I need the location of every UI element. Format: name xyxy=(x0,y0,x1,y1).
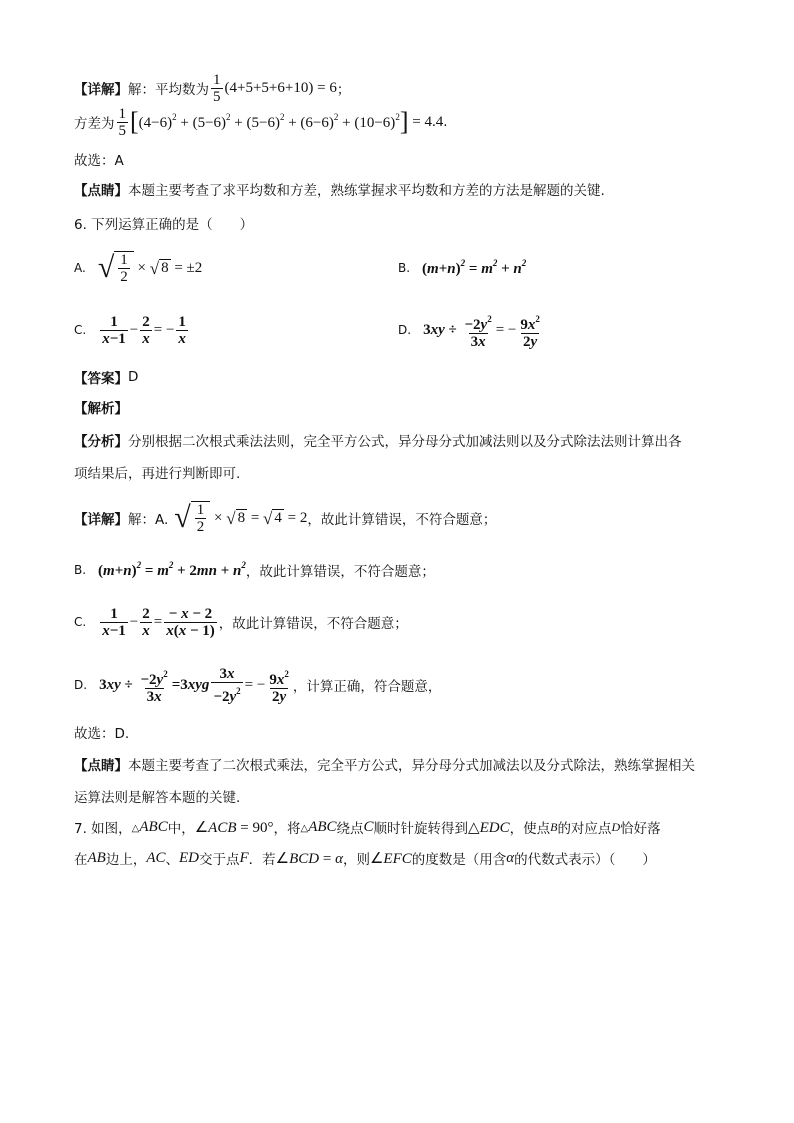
q7-l1e: 顺时针旋转得到 xyxy=(373,821,469,837)
detail-c-lead: C. xyxy=(74,615,87,629)
variance-result: 4.4 xyxy=(424,113,444,130)
detail-a-lead: 解：A. xyxy=(128,512,169,528)
answer-value: D xyxy=(128,369,139,385)
q6-option-a: A. √ $\frac{1}{2}$ × √ 8 = ±2 xyxy=(74,251,203,285)
variance-terms: $(4-6)^2 + (5-6)^2 + (5-6)^2 + (6-6)^2 + (10-6)^2$ xyxy=(138,112,400,131)
q7-line2: 在 AB 边上， AC 、 ED 交于点 F ．若 ∠BCD = α ，则 ∠EFC 的度数是（用含 α 的代数式表示）（ ） xyxy=(74,849,656,868)
variance-end: . xyxy=(443,114,448,130)
q7-l2d: 交于点 xyxy=(199,852,240,868)
q7-l2e: ．若 xyxy=(248,852,276,868)
variance-line: 方差为 $\frac{1}{5}$ [ $(4-6)^2 + (5-6)^2 + (5-6)^2 + (6-6)^2 + (10-6)^2$ ] = 4.4 . xyxy=(74,105,448,139)
q7-l2c: 、 xyxy=(165,852,179,868)
q6-option-c-label: C. xyxy=(74,323,87,337)
dianjing-tag: 【点睛】 xyxy=(74,758,128,774)
choice-d-line: 故选：D. xyxy=(74,726,130,742)
dianjing-text-1: 本题主要考查了二次根式乘法，完全平方公式，异分母分式加减法以及分式除法，熟练掌握相关 xyxy=(128,758,695,774)
q6-option-b-label: B. xyxy=(398,261,411,275)
q7-l2h: 的代数式表示）（ ） xyxy=(514,852,656,868)
q7-l2b: 边上， xyxy=(105,852,147,868)
q6-option-c: C. $\frac{1}{x-1}$ − $\frac{2}{x}$ = − $\frac{1}{x}$ xyxy=(74,313,186,347)
q7-l1h: 恰好落 xyxy=(620,821,661,837)
mean-result: 6 xyxy=(329,79,337,96)
mean-end: ； xyxy=(336,82,351,98)
q7-line1: 7. 如图， △ABC 中， ∠ACB = 90° ，将 △ABC 绕点 C 顺时针旋转得到 △EDC ，使点 B 的对应点 D 恰好落 xyxy=(74,818,661,837)
variance-lead: 方差为 xyxy=(74,116,115,132)
detail-d-lead: D. xyxy=(74,678,88,692)
detail-d: D. 3xy ÷ $\frac{-2y^2}{3x}$ =3xyg $\frac{3x}{-2y^2}$ = − $\frac{9x^2}{2y}$ ，计算正确，符合题意， xyxy=(74,665,442,705)
mean-lead: 解：平均数为 xyxy=(128,82,209,98)
note-tag: 【点睛】 xyxy=(74,183,128,199)
fenxi-text-1: 分别根据二次根式乘法法则，完全平方公式，异分母分式加减法则以及分式除法法则计算出各 xyxy=(128,434,682,450)
detail-b: B. $(m+n)^2 = m^2 + 2mn + n^2$ ，故此计算错误，不符合题意； xyxy=(74,560,435,580)
dianjing-line2: 运算法则是解答本题的关键. xyxy=(74,790,241,806)
detail-a: 【详解】 解：A. √ $\frac{1}{2}$ × √ 8 = √ 4 = 2 ，故此计算错误，不符合题意； xyxy=(74,501,497,535)
q6-option-d-label: D. xyxy=(398,323,412,337)
detail-tag: 【详解】 xyxy=(74,82,128,98)
detail-b-lead: B. xyxy=(74,563,87,577)
q7-l1b: 中， xyxy=(167,821,195,837)
q7-l1f: ，使点 xyxy=(509,821,551,837)
detail-tag-2: 【详解】 xyxy=(74,512,128,528)
fenxi-tag: 【分析】 xyxy=(74,434,128,450)
q6-option-b: B. $(m+n)^2 = m^2 + n^2$ xyxy=(398,258,527,277)
detail-c: C. $\frac{1}{x-1}$ − $\frac{2}{x}$ = $\frac{- x - 2}{x(x - 1)}$ ，故此计算错误，不符合题意； xyxy=(74,605,408,639)
q7-l2f: ，则 xyxy=(342,852,370,868)
q6-option-a-label: A. xyxy=(74,261,86,275)
fenxi-line2: 项结果后，再进行判断即可. xyxy=(74,466,241,482)
answer-tag: 【答案】 xyxy=(74,371,128,387)
q7-l2g: 的度数是（用含 xyxy=(411,852,507,868)
detail-d-tail: ，计算正确，符合题意， xyxy=(292,679,442,695)
mean-line: 【详解】 解：平均数为 $\frac{1}{5}$ ( 4+5+5+6+10 ) = 6 ； xyxy=(74,71,351,105)
choice-a-line: 故选：A xyxy=(74,153,124,169)
q7-l2a: 在 xyxy=(74,852,88,868)
analysis-tag: 【解析】 xyxy=(74,401,128,417)
mean-sum: 4+5+5+6+10 xyxy=(229,79,309,96)
detail-b-tail: ，故此计算错误，不符合题意； xyxy=(245,564,435,580)
q6-option-d: D. 3xy ÷ $\frac{-2y^2}{3x}$ = − $\frac{9x^2}{2y}$ xyxy=(398,313,540,350)
fraction-one-fifth: $\frac{1}{5}$ xyxy=(213,71,221,105)
q6-stem: 6. 下列运算正确的是（ ） xyxy=(74,217,254,233)
detail-c-tail: ，故此计算错误，不符合题意； xyxy=(218,616,408,632)
q7-l1g: 的对应点 xyxy=(557,821,612,837)
fraction-one-fifth-2: $\frac{1}{5}$ xyxy=(118,105,126,139)
note-text: 本题主要考查了求平均数和方差，熟练掌握求平均数和方差的方法是解题的关键. xyxy=(128,183,605,199)
q7-l1d: 绕点 xyxy=(336,821,364,837)
q7-l1c: ，将 xyxy=(273,821,301,837)
q7-l1a: 7. 如图， xyxy=(74,821,132,837)
detail-a-tail: ，故此计算错误，不符合题意； xyxy=(307,512,497,528)
